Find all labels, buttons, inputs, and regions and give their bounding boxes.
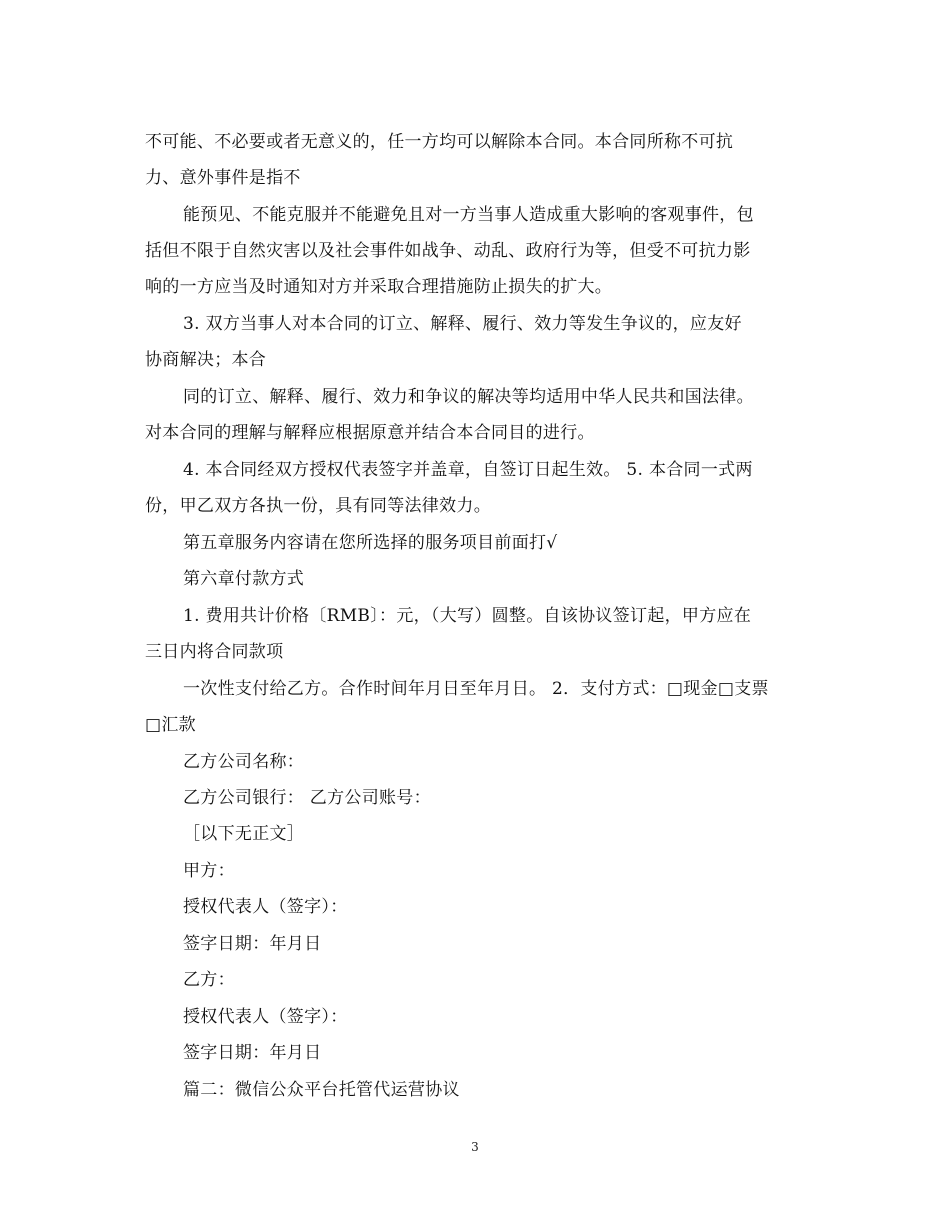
text-line-27: 篇二：微信公众平台托管代运营协议 [183,1080,460,1100]
text-line-25: 授权代表人（签字）： [183,1007,348,1027]
text-line-21: 甲方： [183,861,235,881]
text-line-15: 三日内将合同款项 [145,642,284,662]
text-line-12: 第五章服务内容请在您所选择的服务项目前面打√ [183,533,558,553]
text-line-18: 乙方公司名称： [183,752,305,772]
text-line-5: 响的一方应当及时通知对方并采取合理措施防止损失的扩大。 [145,277,613,297]
text-line-22: 授权代表人（签字）： [183,897,348,917]
text-line-10: 4. 本合同经双方授权代表签字并盖章，自签订日起生效。 5. 本合同一式两 [183,460,753,480]
text-line-24: 乙方： [183,970,235,990]
text-line-23: 签字日期：年月日 [183,934,322,954]
text-line-26: 签字日期：年月日 [183,1043,322,1063]
text-line-3: 能预见、不能克服并不能避免且对一方当事人造成重大影响的客观事件，包 [183,205,754,225]
text-line-9: 对本合同的理解与解释应根据原意并结合本合同目的进行。 [145,423,595,443]
text-line-1: 不可能、不必要或者无意义的，任一方均可以解除本合同。本合同所称不可抗 [145,132,734,152]
text-line-6: 3. 双方当事人对本合同的订立、解释、履行、效力等发生争议的，应友好 [183,314,742,334]
page-number: 3 [471,1140,479,1154]
text-line-20: ［以下无正文］ [183,824,305,844]
text-line-16: 一次性支付给乙方。合作时间年月日至年月日。 2．支付方式：□现金□支票 [183,679,769,699]
text-line-7: 协商解决；本合 [145,350,267,370]
text-line-11: 份，甲乙双方各执一份，具有同等法律效力。 [145,496,491,516]
text-line-13: 第六章付款方式 [183,569,305,589]
text-line-19: 乙方公司银行： 乙方公司账号： [183,788,431,808]
text-line-8: 同的订立、解释、履行、效力和争议的解决等均适用中华人民共和国法律。 [183,387,754,407]
text-line-14: 1. 费用共计价格〔RMB〕：元，（大写）圆整。自该协议签订起，甲方应在 [183,606,752,626]
text-line-4: 括但不限于自然灾害以及社会事件如战争、动乱、政府行为等，但受不可抗力影 [145,241,751,261]
text-line-2: 力、意外事件是指不 [145,168,301,188]
text-line-17: □汇款 [145,715,196,735]
